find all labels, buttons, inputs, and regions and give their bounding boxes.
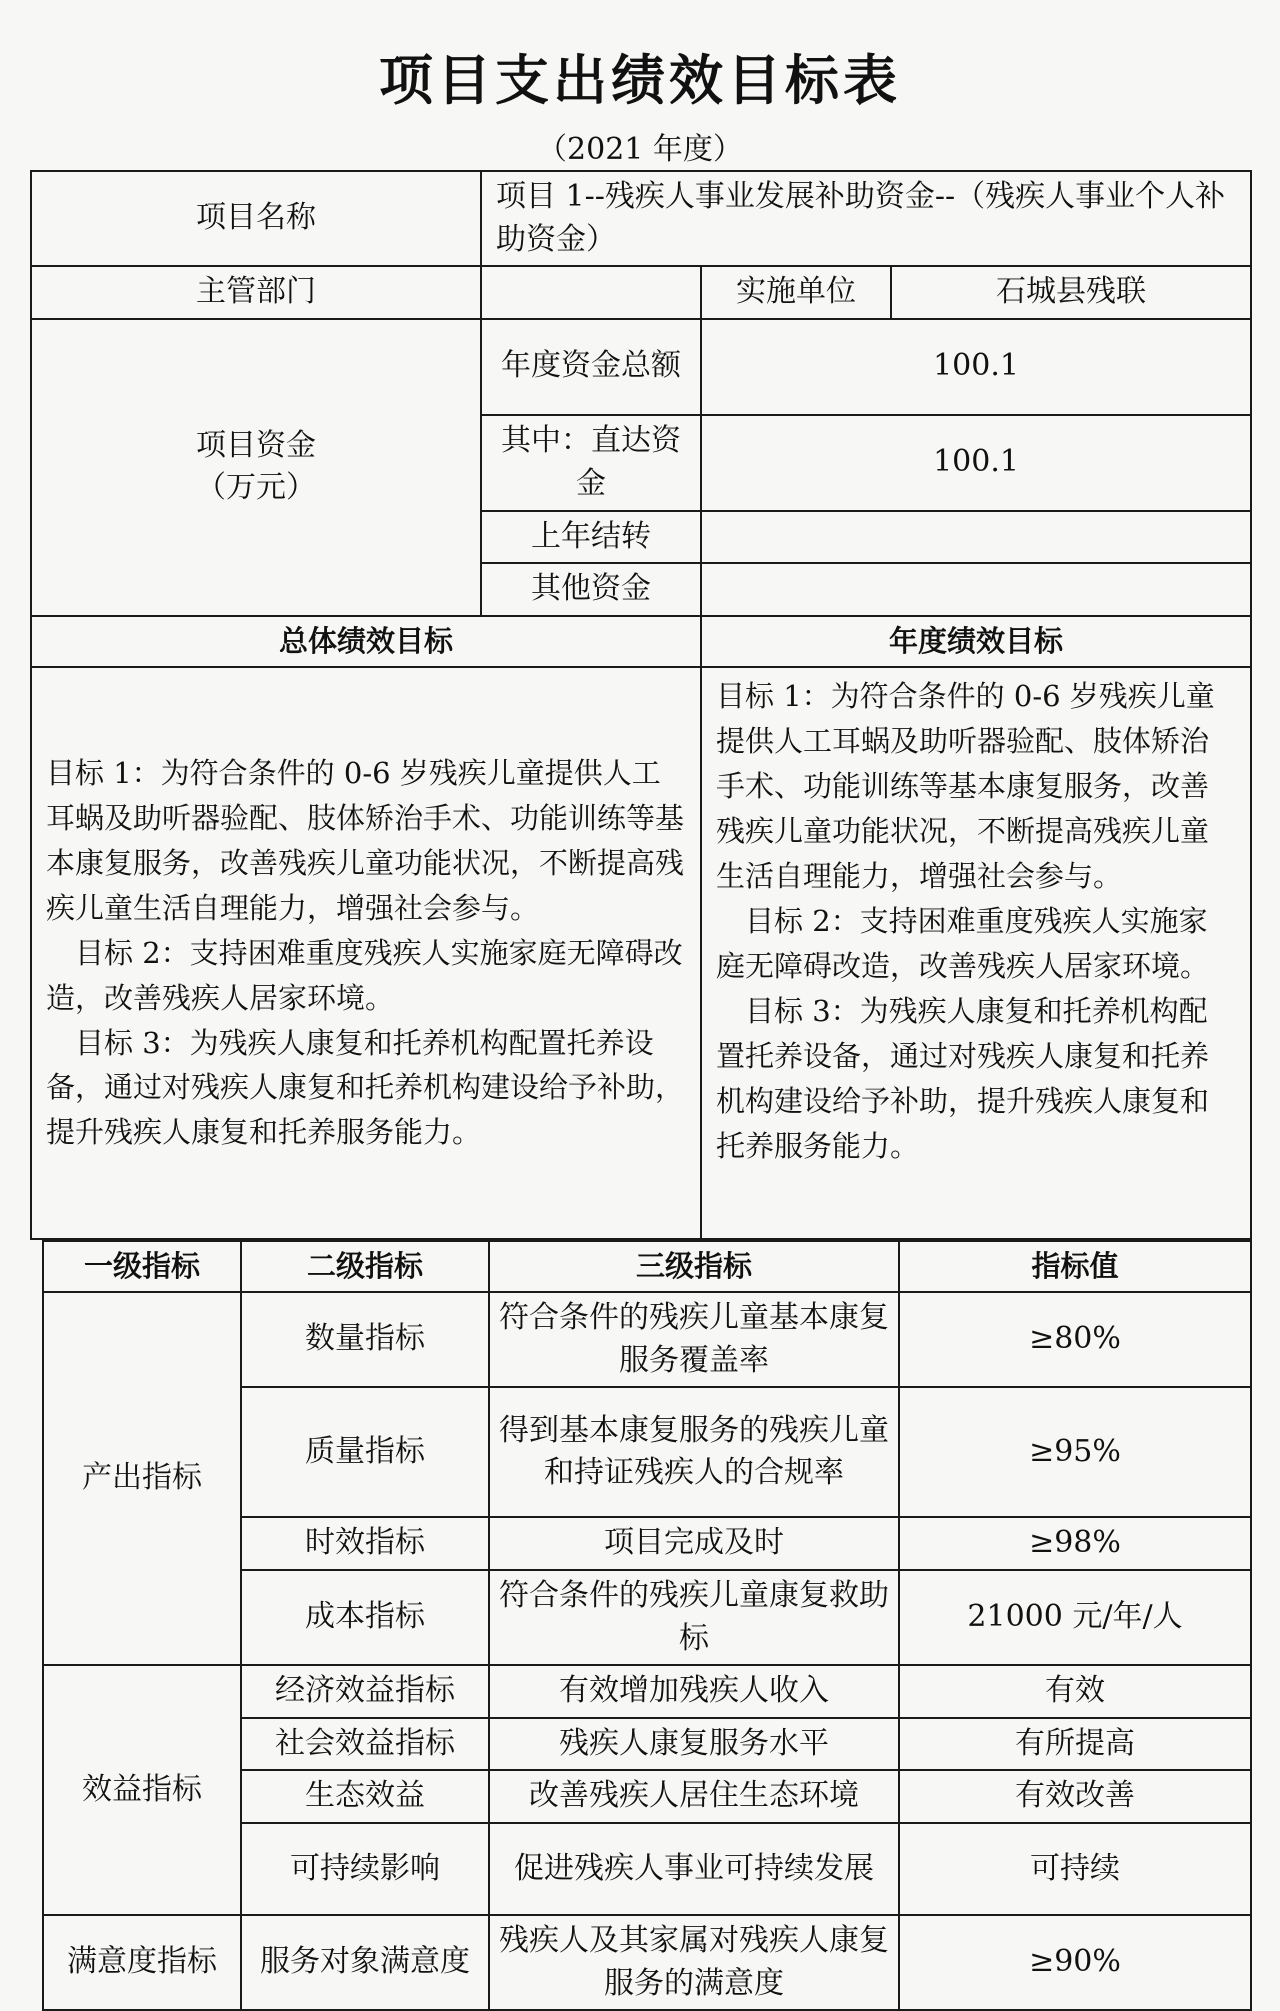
level2-cell: 质量指标 bbox=[241, 1387, 489, 1517]
direct-funds-value: 100.1 bbox=[701, 415, 1251, 511]
total-funds-value: 100.1 bbox=[701, 319, 1251, 415]
value-cell: 有所提高 bbox=[899, 1718, 1251, 1771]
header-value: 指标值 bbox=[899, 1241, 1251, 1292]
impl-label: 实施单位 bbox=[701, 266, 891, 319]
level3-cell: 符合条件的残疾儿童康复救助标 bbox=[489, 1570, 899, 1665]
annual-goals-content bbox=[701, 667, 1251, 1239]
benefit-indicators-label: 效益指标 bbox=[43, 1665, 241, 1915]
funds-label-line2: （万元） bbox=[196, 470, 316, 506]
level2-cell: 数量指标 bbox=[241, 1292, 489, 1387]
document-title: 项目支出绩效目标表 bbox=[379, 49, 901, 112]
header-level2: 二级指标 bbox=[241, 1241, 489, 1292]
level2-cell: 生态效益 bbox=[241, 1770, 489, 1823]
level3-cell: 残疾人康复服务水平 bbox=[489, 1718, 899, 1771]
dept-label: 主管部门 bbox=[31, 266, 481, 319]
funds-label bbox=[31, 319, 481, 616]
project-name-value: 项目 1--残疾人事业发展补助资金--（残疾人事业个人补助资金） bbox=[481, 171, 1251, 266]
level2-cell: 服务对象满意度 bbox=[241, 1915, 489, 2010]
table-row bbox=[43, 1292, 1251, 1387]
annual-goals-header: 年度绩效目标 bbox=[701, 616, 1251, 667]
other-funds-label: 其他资金 bbox=[481, 563, 701, 616]
level3-cell: 残疾人及其家属对残疾人康复服务的满意度 bbox=[489, 1915, 899, 2010]
overall-goal-1: 目标 1：为符合条件的 0-6 岁残疾儿童提供人工耳蜗及助听器验配、肢体矫治手术、功能训练等基本康复服务，改善残疾儿童功能状况，不断提高残疾儿童生活自理能力，增强社会参与。 bbox=[46, 755, 685, 925]
value-cell: 有效改善 bbox=[899, 1770, 1251, 1823]
value-cell: 有效 bbox=[899, 1665, 1251, 1718]
value-cell: 可持续 bbox=[899, 1823, 1251, 1915]
overall-goals-content bbox=[31, 667, 701, 1239]
header-level1: 一级指标 bbox=[43, 1241, 241, 1292]
overall-goals-header: 总体绩效目标 bbox=[31, 616, 701, 667]
level3-cell: 项目完成及时 bbox=[489, 1517, 899, 1570]
overall-goal-3: 目标 3：为残疾人康复和托养机构配置托养设备，通过对残疾人康复和托养机构建设给予补助，提升残疾人康复和托养服务能力。 bbox=[46, 1025, 685, 1150]
level2-cell: 社会效益指标 bbox=[241, 1718, 489, 1771]
annual-goal-1: 目标 1：为符合条件的 0-6 岁残疾儿童提供人工耳蜗及助听器验配、肢体矫治手术、功能训练等基本康复服务，改善残疾儿童功能状况，不断提高残疾儿童生活自理能力，增强社会参与。 bbox=[716, 679, 1215, 893]
carryover-value bbox=[701, 511, 1251, 564]
value-cell: ≥80% bbox=[899, 1292, 1251, 1387]
level3-cell: 符合条件的残疾儿童基本康复服务覆盖率 bbox=[489, 1292, 899, 1387]
total-funds-label: 年度资金总额 bbox=[481, 319, 701, 415]
header-level3: 三级指标 bbox=[489, 1241, 899, 1292]
project-info-table bbox=[30, 170, 1252, 1240]
impl-value: 石城县残联 bbox=[891, 266, 1251, 319]
value-cell: 21000 元/年/人 bbox=[899, 1570, 1251, 1665]
level2-cell: 成本指标 bbox=[241, 1570, 489, 1665]
level2-cell: 经济效益指标 bbox=[241, 1665, 489, 1718]
value-cell: ≥98% bbox=[899, 1517, 1251, 1570]
output-indicators-label: 产出指标 bbox=[43, 1292, 241, 1665]
satisfaction-indicators-label: 满意度指标 bbox=[43, 1915, 241, 2010]
level3-cell: 促进残疾人事业可持续发展 bbox=[489, 1823, 899, 1915]
project-name-label: 项目名称 bbox=[31, 171, 481, 266]
annual-goal-2: 目标 2：支持困难重度残疾人实施家庭无障碍改造，改善残疾人居家环境。 bbox=[716, 903, 1210, 983]
other-funds-value bbox=[701, 563, 1251, 616]
carryover-label: 上年结转 bbox=[481, 511, 701, 564]
level3-cell: 得到基本康复服务的残疾儿童和持证残疾人的合规率 bbox=[489, 1387, 899, 1517]
level2-cell: 可持续影响 bbox=[241, 1823, 489, 1915]
table-row bbox=[43, 1665, 1251, 1718]
value-cell: ≥90% bbox=[899, 1915, 1251, 2010]
value-cell: ≥95% bbox=[899, 1387, 1251, 1517]
overall-goal-2: 目标 2：支持困难重度残疾人实施家庭无障碍改造，改善残疾人居家环境。 bbox=[46, 935, 683, 1015]
direct-funds-label: 其中：直达资金 bbox=[481, 415, 701, 511]
level2-cell: 时效指标 bbox=[241, 1517, 489, 1570]
dept-value bbox=[481, 266, 701, 319]
document-year: （2021 年度） bbox=[537, 132, 743, 167]
indicators-table bbox=[42, 1240, 1252, 2011]
level3-cell: 改善残疾人居住生态环境 bbox=[489, 1770, 899, 1823]
funds-label-line1: 项目资金 bbox=[196, 427, 316, 463]
level3-cell: 有效增加残疾人收入 bbox=[489, 1665, 899, 1718]
annual-goal-3: 目标 3：为残疾人康复和托养机构配置托养设备，通过对残疾人康复和托养机构建设给予补助，提升残疾人康复和托养服务能力。 bbox=[716, 993, 1210, 1163]
